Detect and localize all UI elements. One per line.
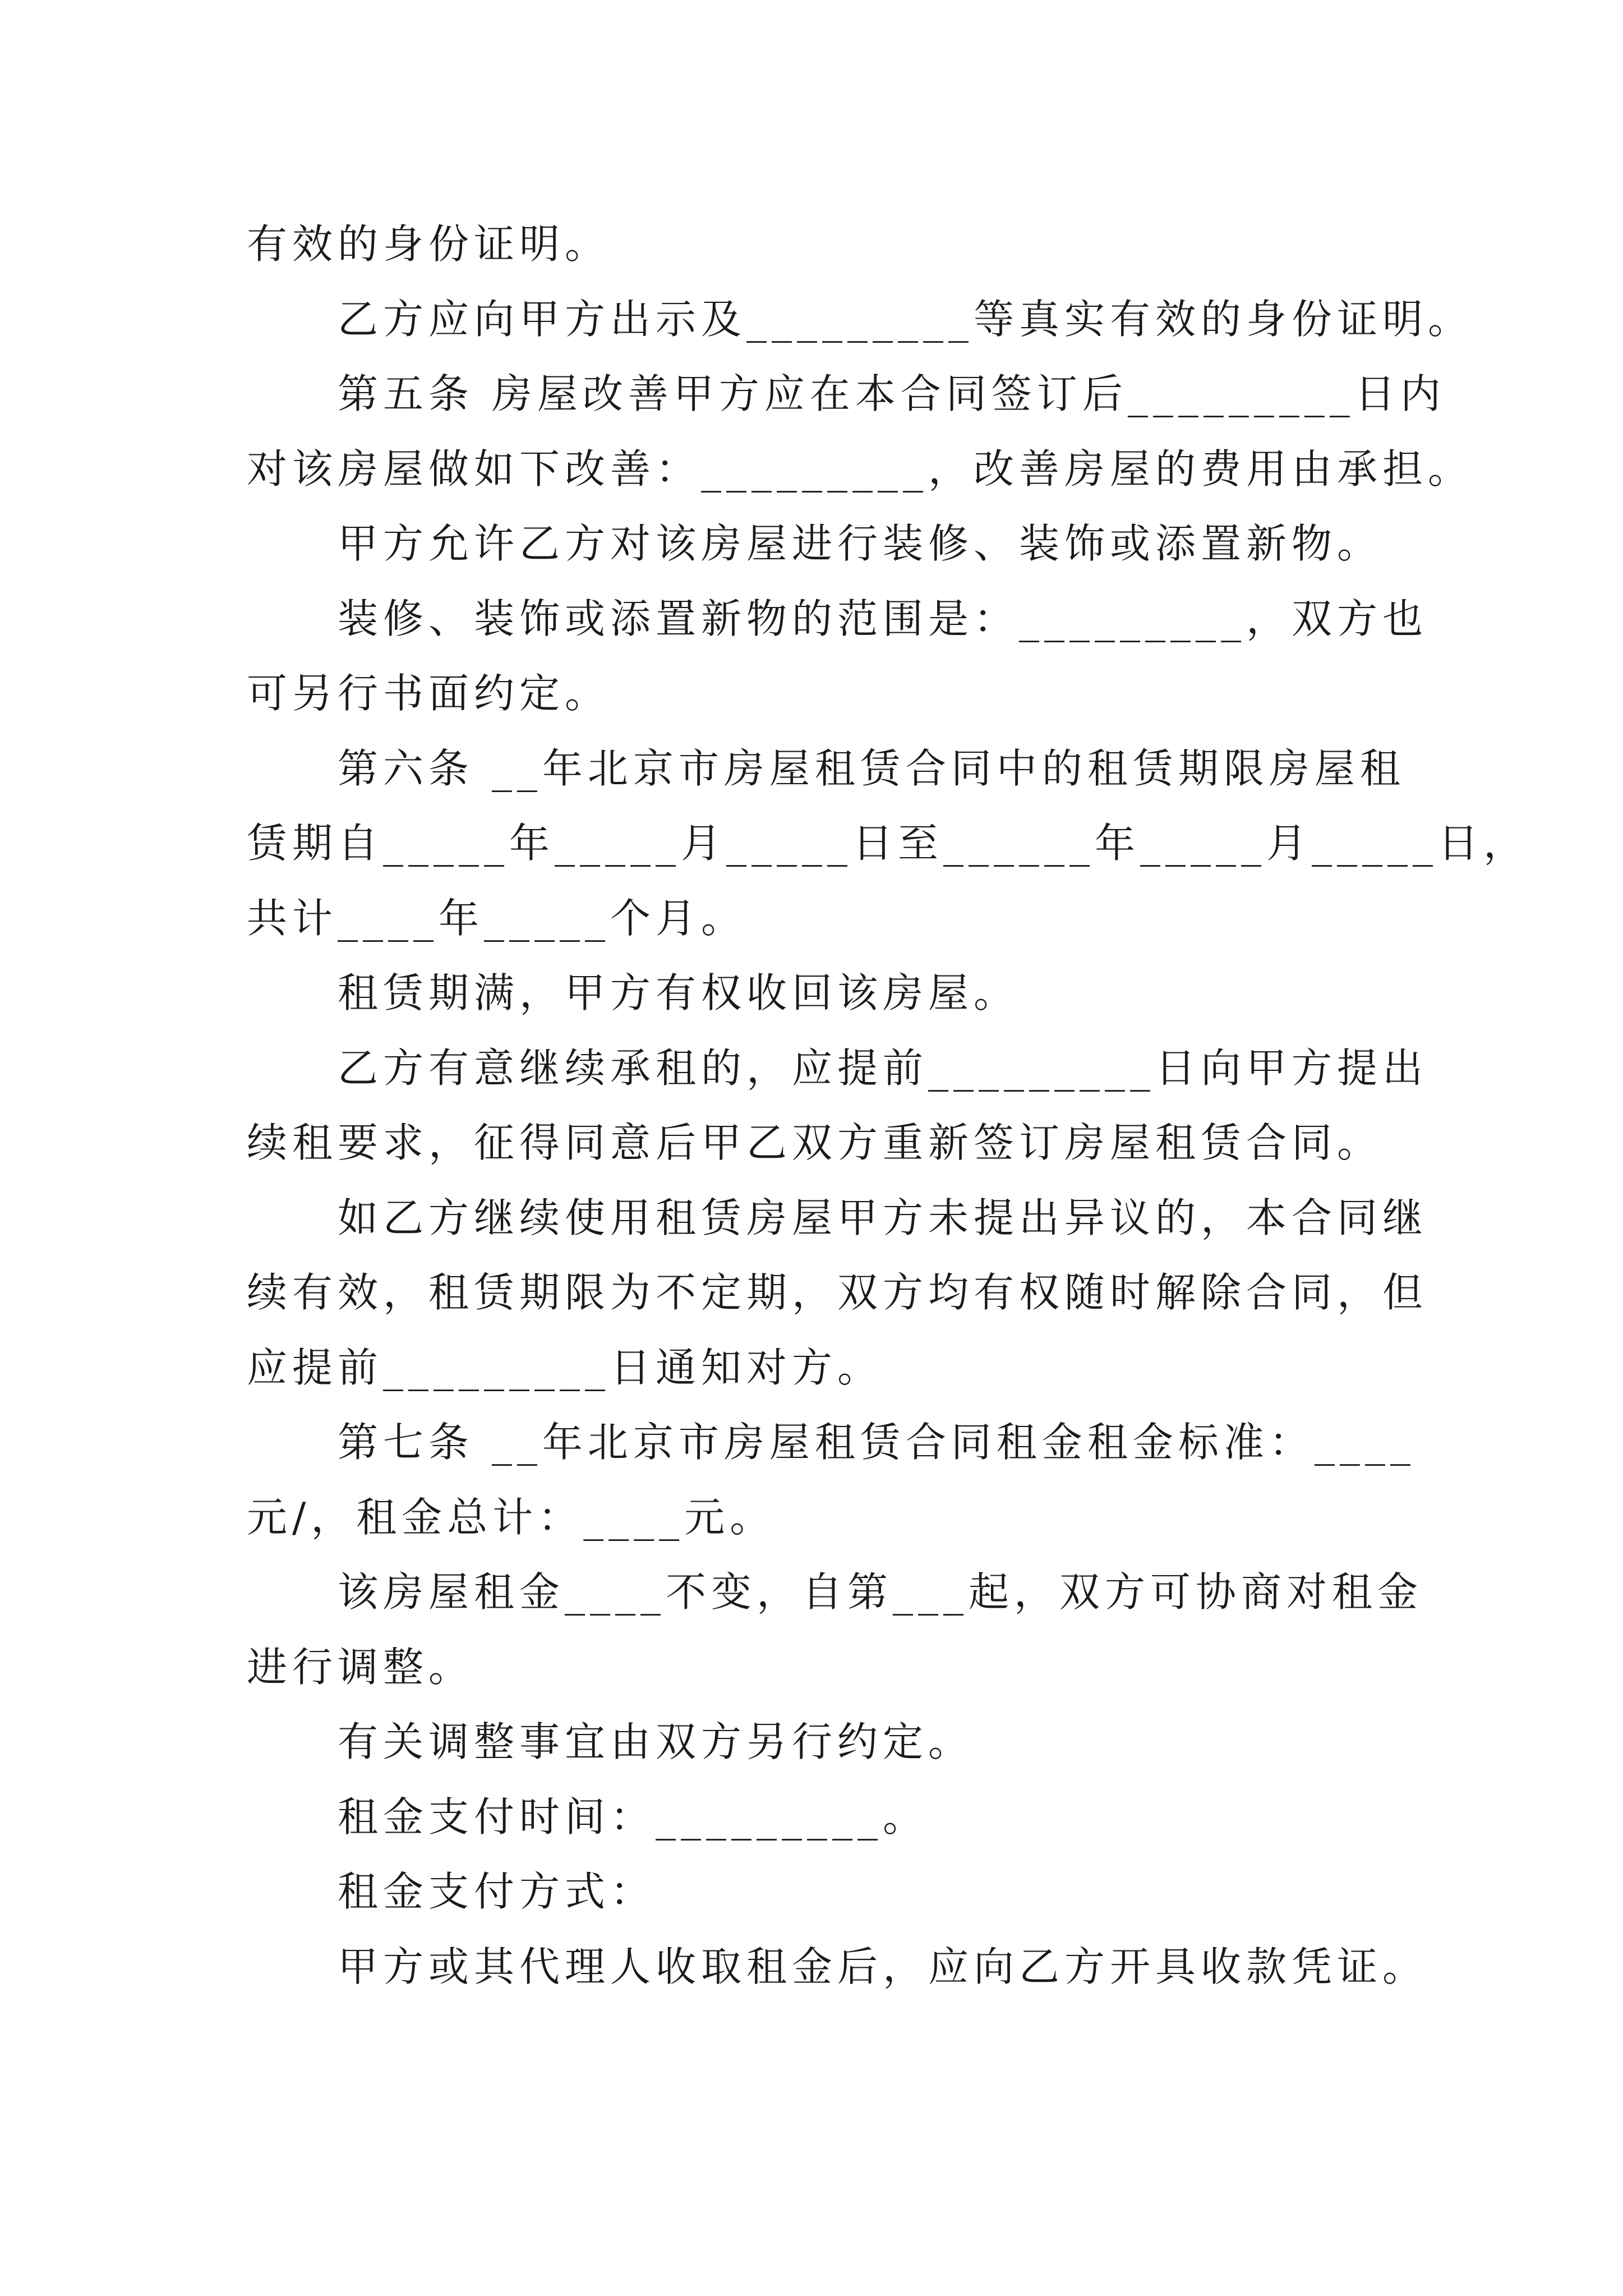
text-line-9: 赁期自_____年_____月_____日至______年_____月_____日，	[247, 820, 1529, 867]
text-line-8: 第六条 __年北京市房屋租赁合同中的租赁期限房屋租	[338, 745, 1405, 792]
text-line-12: 乙方有意继续承租的，应提前_________日向甲方提出	[338, 1045, 1428, 1092]
text-line-24: 甲方或其代理人收取租金后，应向乙方开具收款凭证。	[338, 1943, 1428, 1990]
text-line-16: 应提前_________日通知对方。	[247, 1344, 883, 1391]
text-line-19: 该房屋租金____不变，自第___起，双方可协商对租金	[338, 1568, 1423, 1616]
text-line-6: 装修、装饰或添置新物的范围是：_________，双方也	[338, 595, 1428, 642]
text-line-2: 乙方应向甲方出示及_________等真实有效的身份证明。	[338, 296, 1474, 343]
text-line-15: 续有效，租赁期限为不定期，双方均有权随时解除合同，但	[247, 1269, 1428, 1316]
text-line-21: 有关调整事宜由双方另行约定。	[338, 1718, 974, 1765]
text-line-4: 对该房屋做如下改善：_________，改善房屋的费用由承担。	[247, 445, 1474, 493]
text-line-18: 元/，租金总计：____元。	[247, 1494, 776, 1541]
text-line-7: 可另行书面约定。	[247, 670, 611, 717]
text-line-3: 第五条 房屋改善甲方应在本合同签订后_________日内	[338, 370, 1446, 417]
text-line-22: 租金支付时间：_________。	[338, 1793, 929, 1841]
text-line-11: 租赁期满，甲方有权收回该房屋。	[338, 969, 1020, 1016]
text-line-17: 第七条 __年北京市房屋租赁合同租金租金标准：____	[338, 1419, 1415, 1466]
text-line-23: 租金支付方式：	[338, 1868, 656, 1915]
text-line-13: 续租要求，征得同意后甲乙双方重新签订房屋租赁合同。	[247, 1119, 1383, 1166]
text-line-1: 有效的身份证明。	[247, 220, 611, 268]
text-line-5: 甲方允许乙方对该房屋进行装修、装饰或添置新物。	[338, 520, 1383, 567]
text-line-20: 进行调整。	[247, 1644, 474, 1691]
text-line-10: 共计____年_____个月。	[247, 895, 747, 942]
text-line-14: 如乙方继续使用租赁房屋甲方未提出异议的，本合同继	[338, 1194, 1428, 1241]
